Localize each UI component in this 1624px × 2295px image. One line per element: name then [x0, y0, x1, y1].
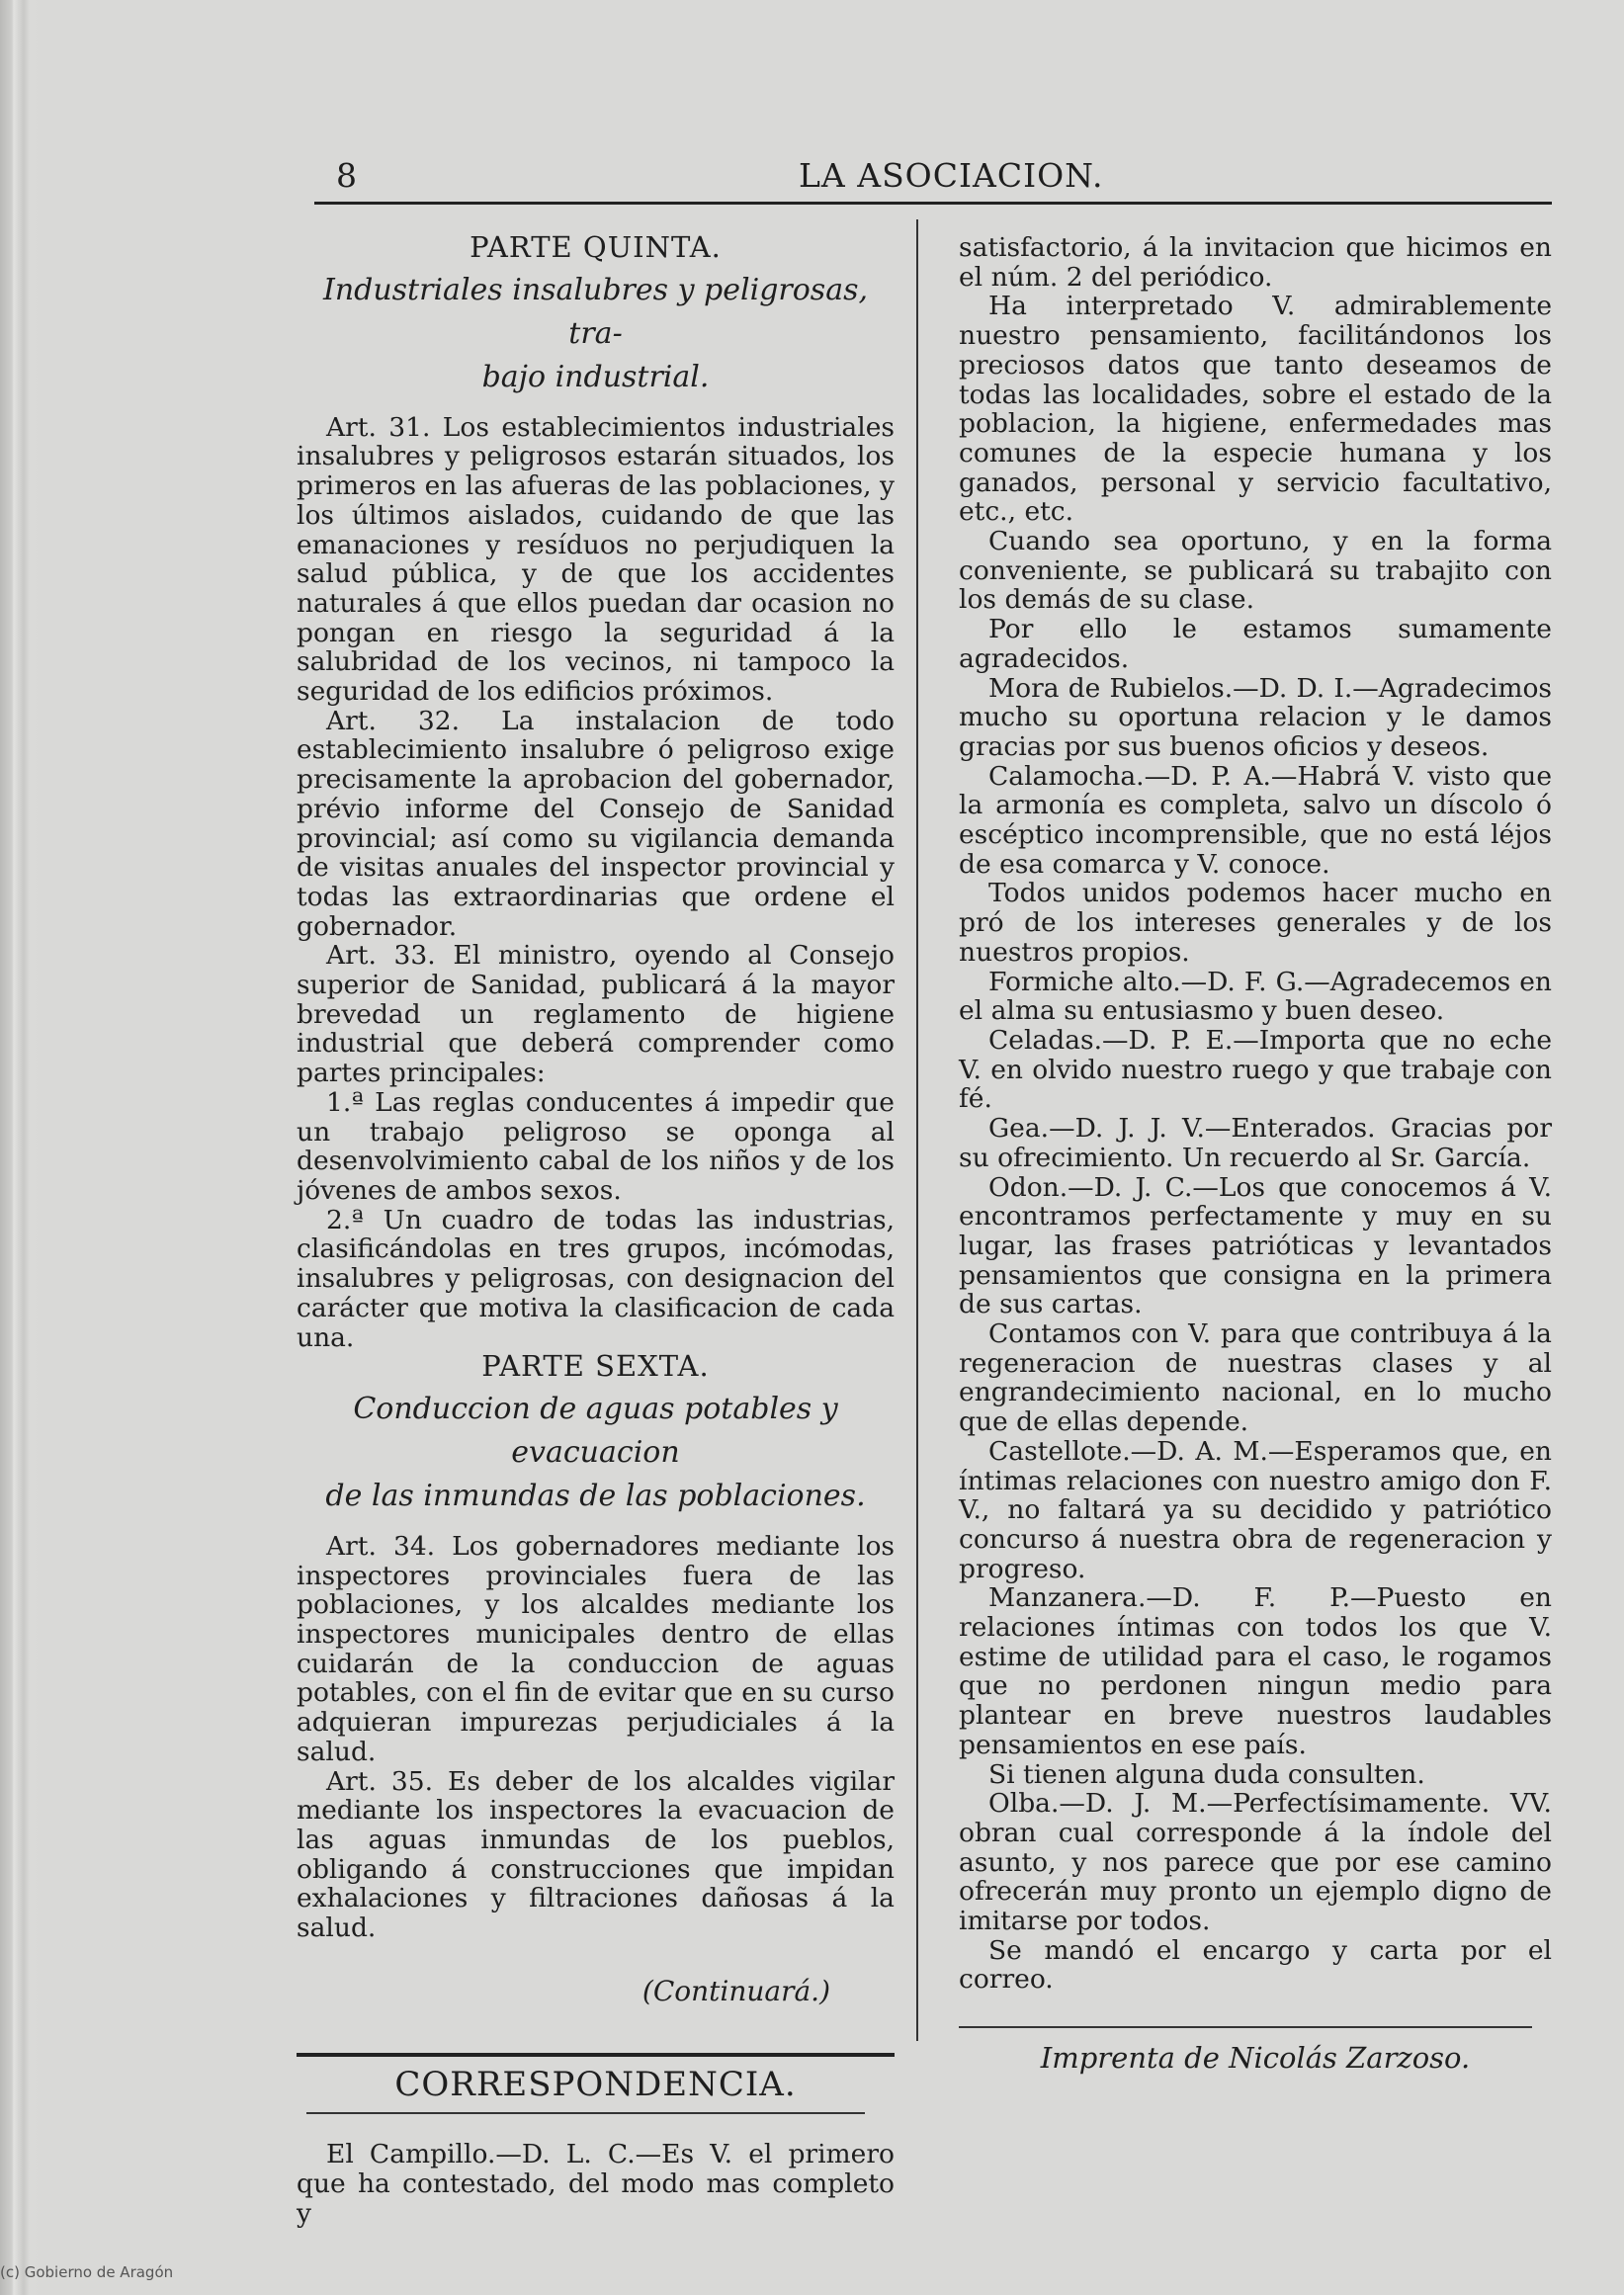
part-six-title: PARTE SEXTA. [481, 1349, 710, 1384]
left-column [297, 230, 895, 2229]
letter-odon: Odon.—D. J. C.—Los que conocemos á V. encontramos perfectamente y muy en su lugar, las frases patrióticas y levantados pensamientos que consigna en la primera de sus cartas. [959, 1171, 1552, 1320]
letter-castellote: Castellote.—D. A. M.—Esperamos que, en íntimas relaciones con nuestro amigo don F. V., no faltará ya su decidido y patriótico concurso á nuestra obra de regeneracion y progreso. [959, 1435, 1552, 1584]
correspondence-title: CORRESPONDENCIA. [394, 2065, 797, 2105]
letter-paragraph: Cuando sea oportuno, y en la forma conveniente, se publicará su trabajito con los demás de su clase. [959, 526, 1552, 616]
letter-calamocha: Calamocha.—D. P. A.—Habrá V. visto que la armonía es completa, salvo un díscolo ó escéptico incomprensible, que no está léjos de esa comarca y V. conoce. [959, 760, 1552, 880]
letter-el-campillo: El Campillo.—D. L. C.—Es V. el primero que ha contestado, del modo mas completo y [297, 2139, 895, 2229]
part-five-subtitle-line2: bajo industrial. [481, 359, 710, 394]
article-33: Art. 33. El ministro, oyendo al Consejo superior de Sanidad, publicará á la mayor brevedad un reglamento de higiene industrial que deberá comprender como partes principales: [297, 940, 895, 1089]
article-35: Art. 35. Es deber de los alcaldes vigilar mediante los inspectores la evacuacion de las aguas inmundas de los pueblos, obligando á construcciones que impidan exhalaciones y filtraciones dañosas á la salud. [297, 1765, 895, 1944]
letter-paragraph: Todos unidos podemos hacer mucho en pró de los intereses generales y de los nuestros propios. [959, 878, 1552, 968]
page-number: 8 [336, 156, 358, 195]
article-32: Art. 32. La instalacion de todo establecimiento insalubre ó peligroso exige precisamente la aprobacion del gobernador, prévio informe del Consejo de Sanidad provincial; así como su vigilancia demanda de visitas anuales del inspector provincial y todas las extraordinarias que ordene el gobernador. [297, 705, 895, 942]
letter-olba: Olba.—D. J. M.—Perfectísimamente. VV. obran cual corresponde á la índole del asunto, y nos parece que por ese camino ofrecerán muy pronto un ejemplo digno de imitarse por todos. [959, 1788, 1552, 1937]
journal-title: LA ASOCIACION. [799, 156, 1104, 195]
part-six-subtitle-line1: Conduccion de aguas potables y evacuacion [353, 1391, 838, 1470]
header-rule [314, 202, 1552, 205]
letter-paragraph: Se mandó el encargo y carta por el correo. [959, 1934, 1552, 1996]
letter-manzanera: Manzanera.—D. F. P.—Puesto en relaciones íntimas con todos los que V. estime de utilidad para el caso, le rogamos que no perdonen ningun medio para plantear en breve nuestros laudables pensamientos en ese país. [959, 1582, 1552, 1760]
letter-mora-de-rubielos: Mora de Rubielos.—D. D. I.—Agradecimos mucho su oportuna relacion y le damos gracias por sus buenos oficios y deseos. [959, 672, 1552, 762]
imprint-rule [959, 2026, 1532, 2028]
article-33-item-2: 2.ª Un cuadro de todas las industrias, clasificándolas en tres grupos, incómodas, insalubres y peligrosas, con designacion del carácter que motiva la clasificacion de cada una. [297, 1204, 895, 1353]
part-five-subtitle-line1: Industriales insalubres y peligrosas, tra- [322, 272, 869, 351]
correspondence-rule [306, 2112, 865, 2114]
letter-paragraph: Si tienen alguna duda consulten. [988, 1758, 1425, 1790]
article-34: Art. 34. Los gobernadores mediante los inspectores provinciales fuera de las poblaciones, y los alcaldes mediante los inspectores municipales dentro de ellas cuidarán de la conduccion de aguas potables, con el fin de evitar que en su curso adquieran impurezas perjudiciales á la salud. [297, 1530, 895, 1767]
part-six-subtitle [297, 1388, 895, 1518]
part-five-subtitle [297, 269, 895, 399]
article-33-item-1: 1.ª Las reglas conducentes á impedir que un trabajo peligroso se oponga al desenvolvimiento cabal de los niños y de los jóvenes de ambos sexos. [297, 1086, 895, 1206]
letter-formiche-alto: Formiche alto.—D. F. G.—Agradecemos en el alma su entusiasmo y buen deseo. [959, 966, 1552, 1027]
letter-gea: Gea.—D. J. J. V.—Enterados. Gracias por su ofrecimiento. Un recuerdo al Sr. García. [959, 1113, 1552, 1173]
page-binding-edge [0, 0, 40, 2295]
letter-celadas: Celadas.—D. P. E.—Importa que no eche V. en olvido nuestro ruego y que trabaje con fé. [959, 1024, 1552, 1115]
part-five-title: PARTE QUINTA. [470, 230, 722, 264]
section-rule [297, 2053, 895, 2057]
article-31: Art. 31. Los establecimientos industriales insalubres y peligrosos estarán situados, los primeros en las afueras de las poblaciones, y los últimos aislados, cuidando de que las emanaciones y resíduos no perjudiquen la salud pública, y de que los accidentes naturales á que ellos puedan dar ocasion no pongan en riesgo la seguridad á la salubridad de los vecinos, ni tampoco la seguridad de los edificios próximos. [297, 411, 895, 708]
letter-paragraph: Contamos con V. para que contribuya á la regeneracion de nuestras clases y al engrandecimiento nacional, en lo mucho que de ellas depende. [959, 1318, 1552, 1438]
copyright-credit: (c) Gobierno de Aragón [0, 2263, 174, 2281]
letter-paragraph: Por ello le estamos sumamente agradecidos. [959, 614, 1552, 674]
printer-imprint: Imprenta de Nicolás Zarzoso. [1040, 2041, 1471, 2076]
letter-el-campillo-cont: satisfactorio, á la invitacion que hicimos en el núm. 2 del periódico. [959, 232, 1552, 293]
page-header [318, 156, 1550, 202]
letter-paragraph: Ha interpretado V. admirablemente nuestro pensamiento, facilitándonos los preciosos datos que tanto deseamos de todas las localidades, sobre el estado de la poblacion, la higiene, enfermedades mas comunes de la especie humana y los ganados, personal y servicio facultativo, etc., etc. [959, 291, 1552, 528]
part-six-subtitle-line2: de las inmundas de las poblaciones. [325, 1478, 866, 1513]
right-column [959, 233, 1552, 2074]
column-divider [916, 219, 918, 2041]
continued-note: (Continuará.) [641, 1974, 830, 2007]
